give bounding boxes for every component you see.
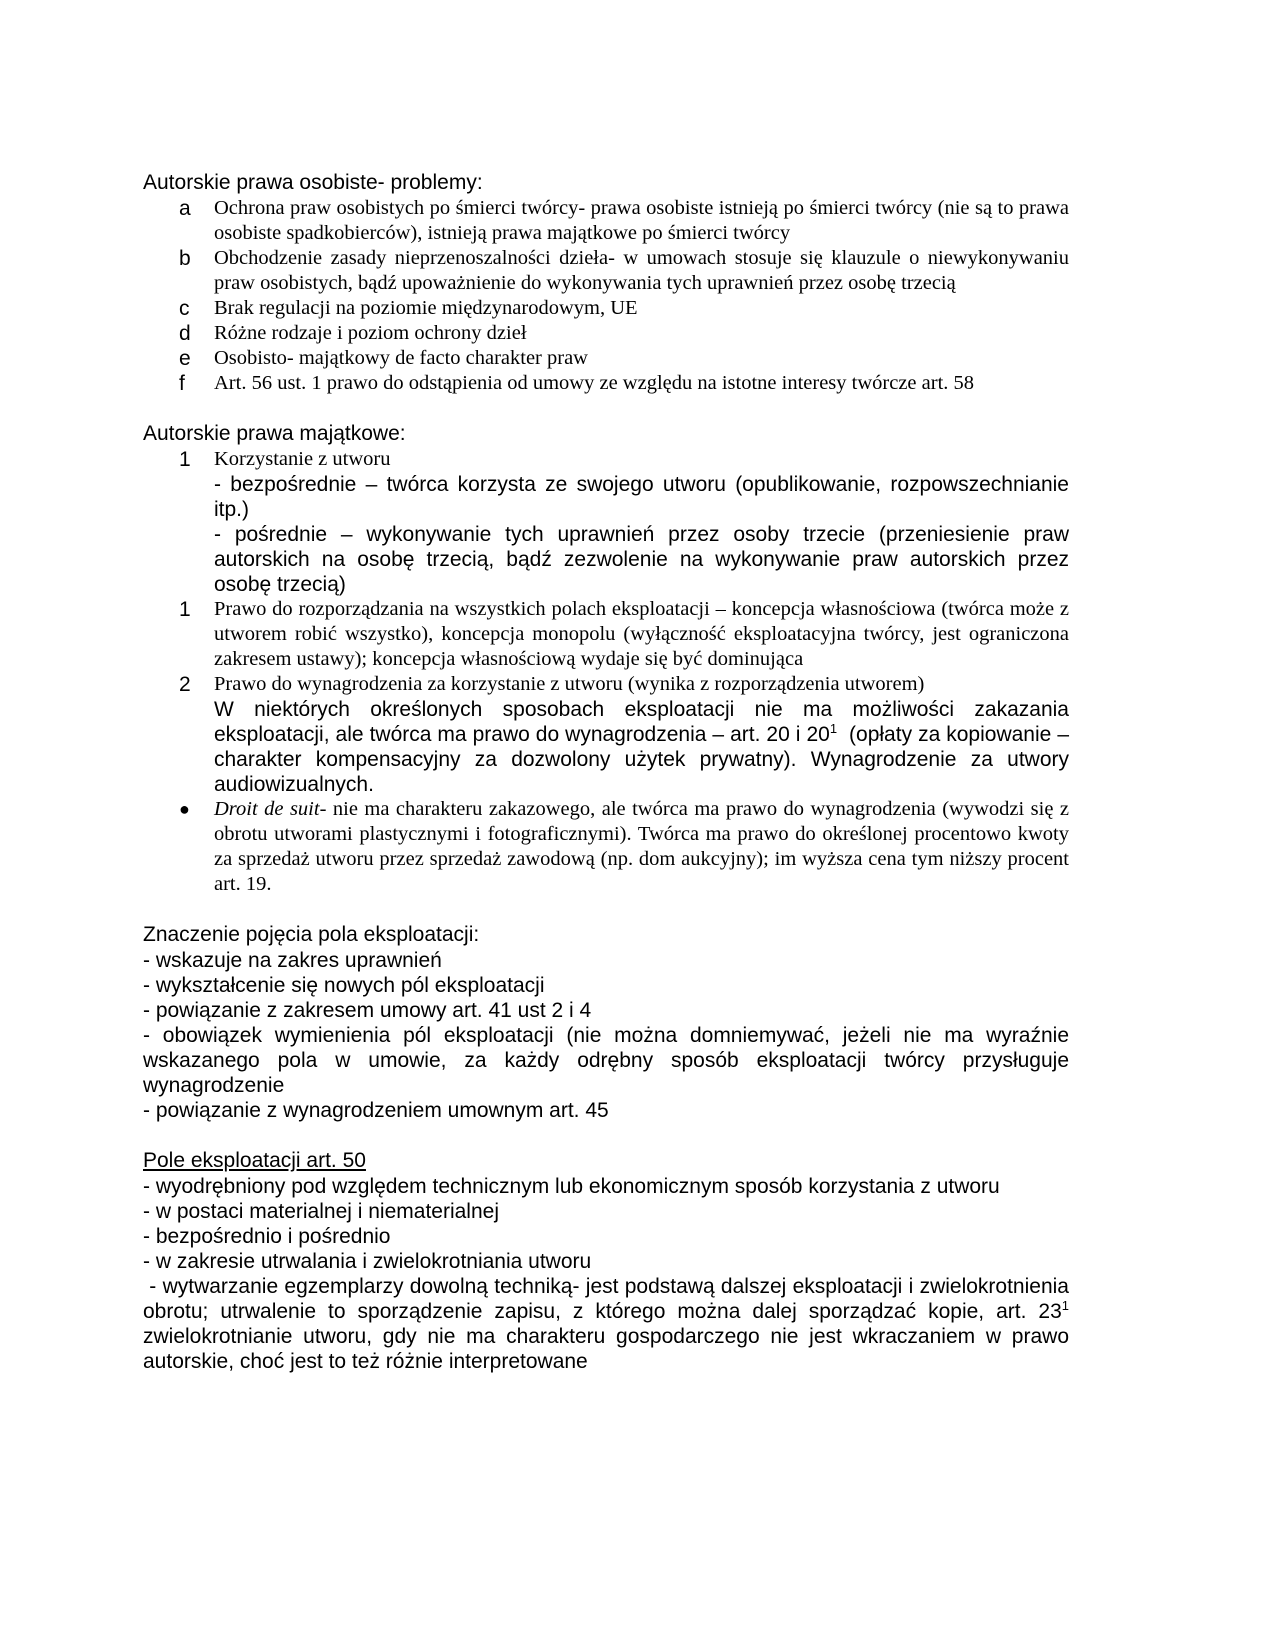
dash-line: - w zakresie utrwalania i zwielokrotniania utworu xyxy=(143,1250,592,1273)
problems-list xyxy=(143,196,1069,396)
list-item xyxy=(143,447,1069,472)
dash-line: - bezpośrednio i pośrednio xyxy=(143,1225,391,1248)
spacer xyxy=(143,396,1069,421)
bullet-icon: ● xyxy=(179,799,190,819)
list-marker: 2 xyxy=(179,673,191,696)
section-personal-rights xyxy=(143,170,1069,396)
section-heading: Autorskie prawa osobiste- problemy: xyxy=(143,171,483,194)
list-item-text: Prawo do wynagrodzenia za korzystanie z utworu (wynika z rozporządzenia utworem) xyxy=(214,673,925,695)
list-marker: f xyxy=(179,372,185,395)
italic-term: Droit de suit xyxy=(214,798,320,820)
list-item xyxy=(143,296,1069,321)
dash-line: - w postaci materialnej i niematerialnej xyxy=(143,1200,499,1223)
sub-paragraph: - bezpośrednie – twórca korzysta ze swojego utworu (opublikowanie, rozpowszechnianie itp.) xyxy=(214,473,1069,521)
dash-line: - wskazuje na zakres uprawnień xyxy=(143,949,442,972)
spacer xyxy=(143,897,1069,922)
list-marker: a xyxy=(179,197,191,220)
list-item xyxy=(143,597,1069,672)
dash-line: - powiązanie z zakresem umowy art. 41 ust 2 i 4 xyxy=(143,999,592,1022)
section-field-meaning xyxy=(143,922,1069,1123)
sub-paragraph xyxy=(143,697,1075,797)
text-segment: - nie ma charakteru zakazowego, ale twórca ma prawo do wynagrodzenia (wywodzi się z obrotu utworami plastycznymi i fotograficznymi). Twórca ma prawo do określonej procentowo kwoty za sprzedaż utworu przez sprzedaż zawodową (np. dom aukcyjny); im wyższa cena tym niższy procent art. 19. xyxy=(214,798,1069,895)
list-item xyxy=(143,196,1069,246)
section-heading: Znaczenie pojęcia pola eksploatacji: xyxy=(143,923,480,946)
document-page xyxy=(143,170,1075,1374)
text-segment: zwielokrotnianie utworu, gdy nie ma charakteru gospodarczego nie jest wkraczaniem w prawo autorskie, choć jest to też różnie interpretowane xyxy=(143,1300,1075,1373)
dash-line: - wyodrębniony pod względem technicznym lub ekonomicznym sposób korzystania z utworu xyxy=(143,1175,1000,1198)
dash-line: - powiązanie z wynagrodzeniem umownym art. 45 xyxy=(143,1099,609,1122)
list-item-text: Prawo do rozporządzania na wszystkich polach eksploatacji – koncepcja własnościowa (twórca może z utworem robić wszystko), koncepcja monopolu (wyłączność eksploatacyjna twórcy, jest ograniczona zakresem ustawy); koncepcja własnościową wydaje się być dominująca xyxy=(214,598,1069,670)
section-heading: Pole eksploatacji art. 50 xyxy=(143,1149,366,1172)
list-item-text: Art. 56 ust. 1 prawo do odstąpienia od umowy ze względu na istotne interesy twórcze art. 58 xyxy=(214,372,975,394)
list-marker: b xyxy=(179,247,191,270)
list-item xyxy=(143,346,1069,371)
dash-line: - wykształcenie się nowych pól eksploatacji xyxy=(143,974,545,997)
superscript: 1 xyxy=(829,721,838,736)
list-marker: d xyxy=(179,322,191,345)
list-marker: 1 xyxy=(179,448,191,471)
list-item-text: Korzystanie z utworu xyxy=(214,448,391,470)
superscript: 1 xyxy=(1061,1298,1069,1313)
text-segment: (opłaty za kopiowanie – charakter kompensacyjny za dozwolony użytek prywatny). Wynagrodzenie za utwory audiowizualnych. xyxy=(214,723,1075,796)
dash-paragraph xyxy=(143,1274,1075,1374)
list-item-text: Osobisto- majątkowy de facto charakter praw xyxy=(214,347,588,369)
sub-paragraph: - pośrednie – wykonywanie tych uprawnień przez osoby trzecie (przeniesienie praw autorskich na osobę trzecią, bądź zezwolenie na wykonywanie praw autorskich przez osobę trzecią) xyxy=(214,523,1069,596)
text-segment: W niektórych określonych sposobach eksploatacji nie ma możliwości zakazania eksploatacji, ale twórca ma prawo do wynagrodzenia – art. 20 i 20 xyxy=(214,698,1069,746)
list-marker: c xyxy=(179,297,190,320)
spacer xyxy=(143,1123,1069,1148)
text-segment: - wytwarzanie egzemplarzy dowolną techniką- jest podstawą dalszej eksploatacji i zwielokrotnienia obrotu; utrwalenie to sporządzenie zapisu, z którego można dalej sporządzać kopie, art. 23 xyxy=(143,1275,1075,1323)
section-property-rights xyxy=(143,421,1075,897)
list-item xyxy=(143,321,1069,346)
list-marker: 1 xyxy=(179,598,191,621)
list-item xyxy=(143,672,1069,697)
list-marker: e xyxy=(179,347,191,370)
list-item-text: Ochrona praw osobistych po śmierci twórcy- prawa osobiste istnieją po śmierci twórcy (nie są to prawa osobiste spadkobierców), istnieją prawa majątkowe po śmierci twórcy xyxy=(214,197,1069,244)
list-item-text: Brak regulacji na poziomie międzynarodowym, UE xyxy=(214,297,638,319)
list-item-text: Różne rodzaje i poziom ochrony dzieł xyxy=(214,322,527,344)
section-field-art50 xyxy=(143,1148,1075,1374)
list-item-text: Obchodzenie zasady nieprzenoszalności dzieła- w umowach stosuje się klauzule o niewykonywaniu praw osobistych, bądź upoważnienie do wykonywania tych uprawnień przez osobę trzecią xyxy=(214,247,1069,294)
list-item xyxy=(143,371,1069,396)
list-item xyxy=(143,797,1069,897)
dash-line: - obowiązek wymienienia pól eksploatacji (nie można domniemywać, jeżeli nie ma wyraźnie wskazanego pola w umowie, za każdy odrębny sposób eksploatacji twórcy przysługuje wynagrodzenie xyxy=(143,1024,1069,1097)
list-item xyxy=(143,246,1069,296)
list-item-text xyxy=(214,797,1069,897)
section-heading: Autorskie prawa majątkowe: xyxy=(143,422,406,445)
